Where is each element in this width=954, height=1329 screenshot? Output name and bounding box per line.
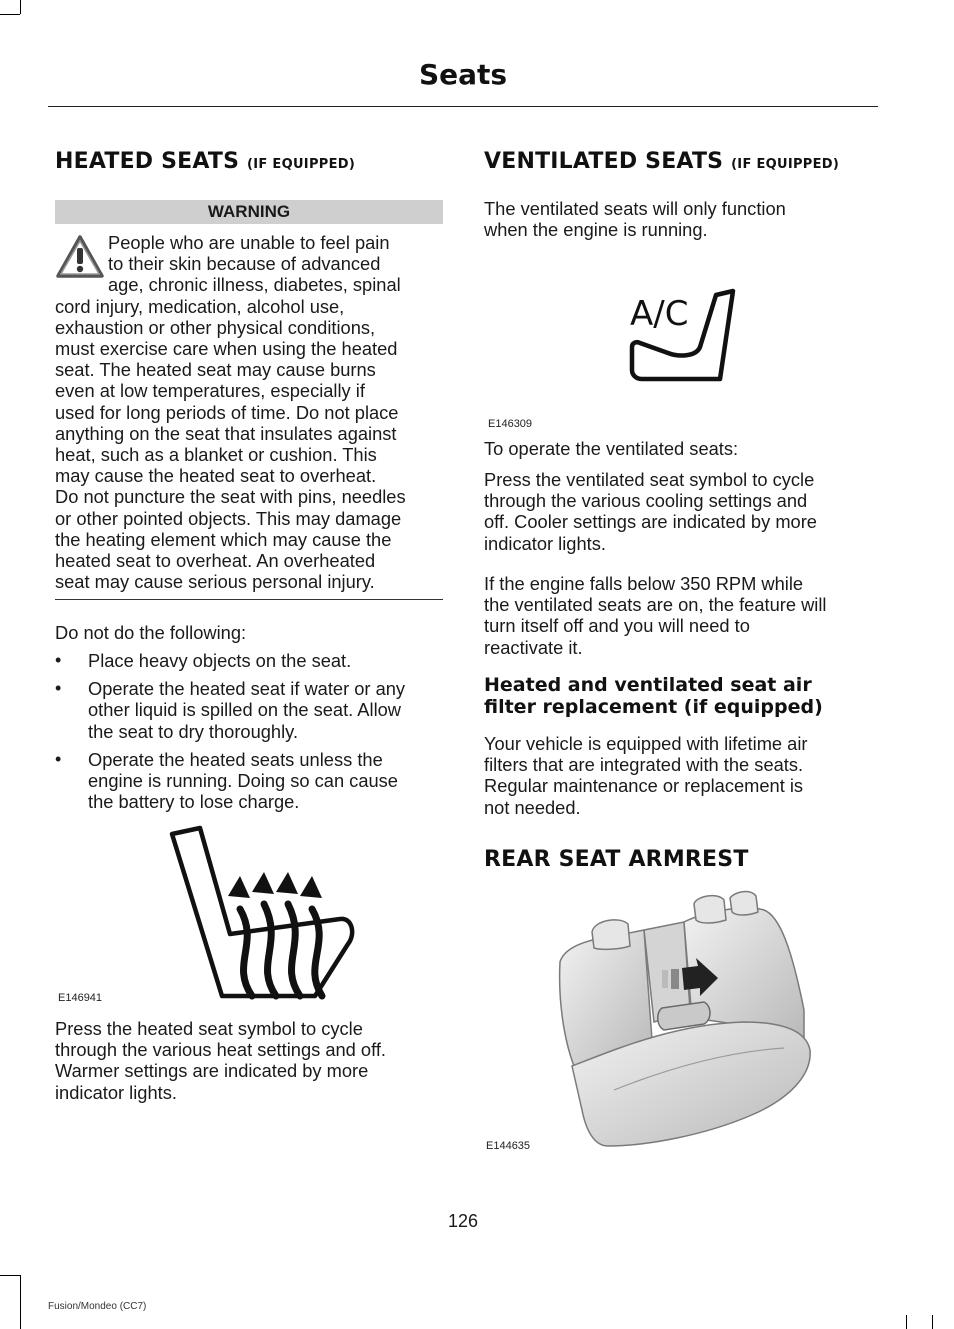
crop-mark <box>932 1315 933 1329</box>
bullet-marker: • <box>55 678 62 699</box>
warning-line: Do not puncture the seat with pins, needles <box>55 486 406 508</box>
footer-model: Fusion/Mondeo (CC7) <box>48 1301 147 1312</box>
text-line: turn itself off and you will need to <box>484 615 750 637</box>
figure-id: E144635 <box>486 1140 531 1152</box>
text-line: Warmer settings are indicated by more <box>55 1060 369 1082</box>
ac-label: A/C <box>630 294 689 334</box>
bullet-line: engine is running. Doing so can cause <box>88 770 398 792</box>
crop-mark <box>906 1315 907 1329</box>
text-line: indicator lights. <box>55 1081 177 1103</box>
list-item <box>55 678 445 742</box>
figure-id: E146941 <box>58 992 103 1004</box>
warning-line: or other pointed objects. This may damage <box>55 507 402 529</box>
warning-line: must exercise care when using the heated <box>55 338 398 360</box>
text-line: reactivate it. <box>484 636 583 658</box>
text-line: Press the heated seat symbol to cycle <box>55 1018 363 1039</box>
crop-mark <box>20 0 21 14</box>
warning-line: used for long periods of time. Do not place <box>55 401 399 423</box>
subheading-line: filter replacement (if equipped) <box>484 696 823 718</box>
filter-heading <box>484 674 876 718</box>
operate-text: To operate the ventilated seats: <box>484 438 739 459</box>
warning-line: to their skin because of advanced <box>108 253 381 275</box>
text-line: Press the ventilated seat symbol to cycle <box>484 469 815 490</box>
text-line: off. Cooler settings are indicated by more <box>484 511 817 533</box>
warning-line: age, chronic illness, diabetes, spinal <box>108 274 401 296</box>
warning-line: People who are unable to feel pain <box>108 232 390 253</box>
bullet-line: Place heavy objects on the seat. <box>88 650 352 671</box>
warning-line: may cause the heated seat to overheat. <box>55 465 377 487</box>
bullet-line: Operate the heated seats unless the <box>88 748 383 770</box>
warning-line: seat may cause serious personal injury. <box>55 571 375 593</box>
text-line: Your vehicle is equipped with lifetime air <box>484 733 808 754</box>
bullet-line: the battery to lose charge. <box>88 791 300 813</box>
right-column <box>484 148 876 1152</box>
page-title: Seats <box>418 58 508 91</box>
warning-label: WARNING <box>55 200 443 224</box>
do-not-intro: Do not do the following: <box>55 622 247 643</box>
text-line: indicator lights. <box>484 532 606 554</box>
list-item <box>55 650 445 671</box>
list-item <box>55 749 445 813</box>
bullet-list <box>55 650 445 819</box>
heading-text: HEATED SEATS <box>55 149 240 174</box>
page-number: 126 <box>447 1211 479 1231</box>
warning-line: seat. The heated seat may cause burns <box>55 359 376 381</box>
warning-line: heated seat to overheat. An overheated <box>55 550 376 572</box>
ventilated-intro <box>484 198 876 240</box>
warning-line: even at low temperatures, especially if <box>55 380 365 402</box>
warning-line: heat, such as a blanket or cushion. This <box>55 444 377 466</box>
heated-seat-icon <box>160 824 360 1004</box>
rear-seat-armrest-illustration <box>554 890 814 1150</box>
ventilated-seat-icon <box>628 285 748 385</box>
text-line: the ventilated seats are on, the feature will <box>484 594 827 616</box>
text-line: through the various heat settings and off. <box>55 1039 386 1061</box>
section-heading-rear-seat-armrest: REAR SEAT ARMREST <box>484 847 749 872</box>
warning-divider <box>55 599 443 600</box>
left-column <box>55 148 443 1103</box>
warning-text <box>55 232 445 592</box>
heading-text: VENTILATED SEATS <box>484 149 724 174</box>
ventilated-press <box>484 469 876 554</box>
bullet-marker: • <box>55 650 62 670</box>
crop-mark <box>0 14 20 15</box>
bullet-line: Operate the heated seat if water or any <box>88 678 406 700</box>
text-line: If the engine falls below 350 RPM while <box>484 573 804 594</box>
figure-id: E146309 <box>488 418 533 430</box>
text-line: filters that are integrated with the seats. <box>484 754 804 776</box>
heading-qualifier: (IF EQUIPPED) <box>247 157 356 172</box>
text-line: Regular maintenance or replacement is <box>484 775 804 797</box>
text-line: not needed. <box>484 796 581 818</box>
warning-line: the heating element which may cause the <box>55 528 392 550</box>
heated-instructions <box>55 1018 445 1103</box>
bullet-line: other liquid is spilled on the seat. Allow <box>88 699 401 721</box>
subheading-line: Heated and ventilated seat air <box>484 674 812 696</box>
bullet-marker: • <box>55 748 62 769</box>
heading-qualifier: (IF EQUIPPED) <box>731 157 840 172</box>
crop-mark <box>20 1275 21 1329</box>
title-divider <box>48 106 878 107</box>
crop-mark <box>0 1275 20 1276</box>
section-heading-heated-seats <box>55 148 443 179</box>
bullet-line: the seat to dry thoroughly. <box>88 720 299 742</box>
text-line: The ventilated seats will only function <box>484 198 786 219</box>
text-line: when the engine is running. <box>484 219 708 241</box>
warning-line: cord injury, medication, alcohol use, <box>55 295 345 317</box>
warning-line: exhaustion or other physical conditions, <box>55 316 376 338</box>
ventilated-engine <box>484 573 876 658</box>
text-line: through the various cooling settings and <box>484 490 808 512</box>
filter-body <box>484 733 876 818</box>
section-heading-ventilated-seats <box>484 148 876 179</box>
warning-line: anything on the seat that insulates against <box>55 422 397 444</box>
